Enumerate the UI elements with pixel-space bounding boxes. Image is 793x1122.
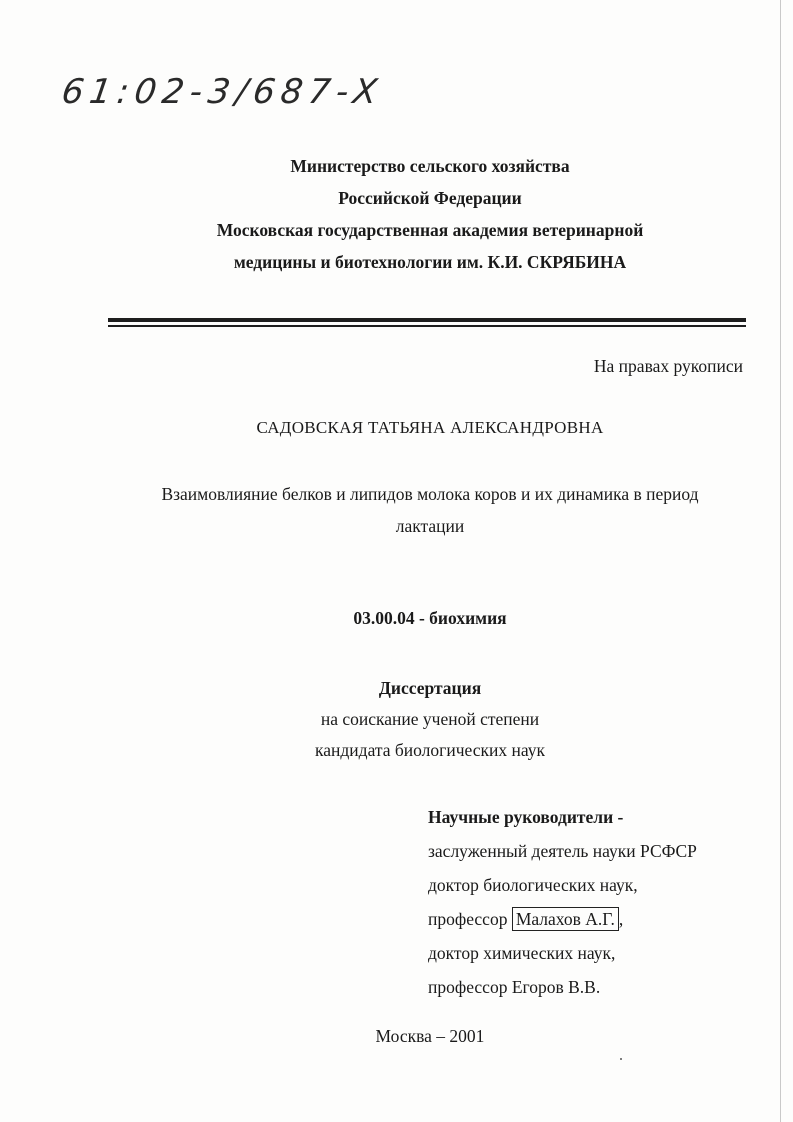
advisor-line-4: доктор химических наук, [428,943,616,963]
advisors-heading: Научные руководители - [428,807,624,827]
advisor-line-3 [428,902,697,936]
header-line-ministry: Министерство сельского хозяйства [290,156,570,176]
advisor-title-prefix: профессор [428,909,512,929]
degree-line-2: кандидата биологических наук [315,740,545,760]
advisor-line-3-suffix: , [618,909,624,929]
advisor-line-2: доктор биологических наук, [428,875,638,895]
dissertation-title [110,478,750,542]
city-year: Москва – 2001 [375,1026,485,1046]
scan-edge-line [780,0,781,1122]
advisor-boxed-name: Малахов А.Г. [512,907,619,931]
institution-header [110,150,750,278]
header-line-academy-name: медицины и биотехнологии им. К.И. СКРЯБИНА [233,252,627,272]
handwritten-catalog-code: 61:02-3/687-X [59,72,386,112]
header-divider-thin [108,325,746,327]
advisors-block [428,800,697,1004]
degree-line-1: на соискание ученой степени [320,709,540,729]
specialty-code: 03.00.04 - биохимия [353,608,507,628]
header-line-academy: Московская государственная академия ветеринарной [216,220,644,240]
author-name: САДОВСКАЯ ТАТЬЯНА АЛЕКСАНДРОВНА [256,418,604,437]
advisor-line-1: заслуженный деятель науки РСФСР [428,841,697,861]
degree-heading: Диссертация [378,678,482,698]
header-divider-thick [108,318,746,322]
header-line-federation: Российской Федерации [338,188,522,208]
degree-block [110,673,750,766]
scan-speck [620,1058,622,1060]
advisor-line-5: профессор Егоров В.В. [428,977,601,997]
rights-note: На правах рукописи [593,356,743,376]
title-line-2: лактации [395,516,465,536]
title-line-1: Взаимовлияние белков и липидов молока коров и их динамика в период [161,484,699,504]
